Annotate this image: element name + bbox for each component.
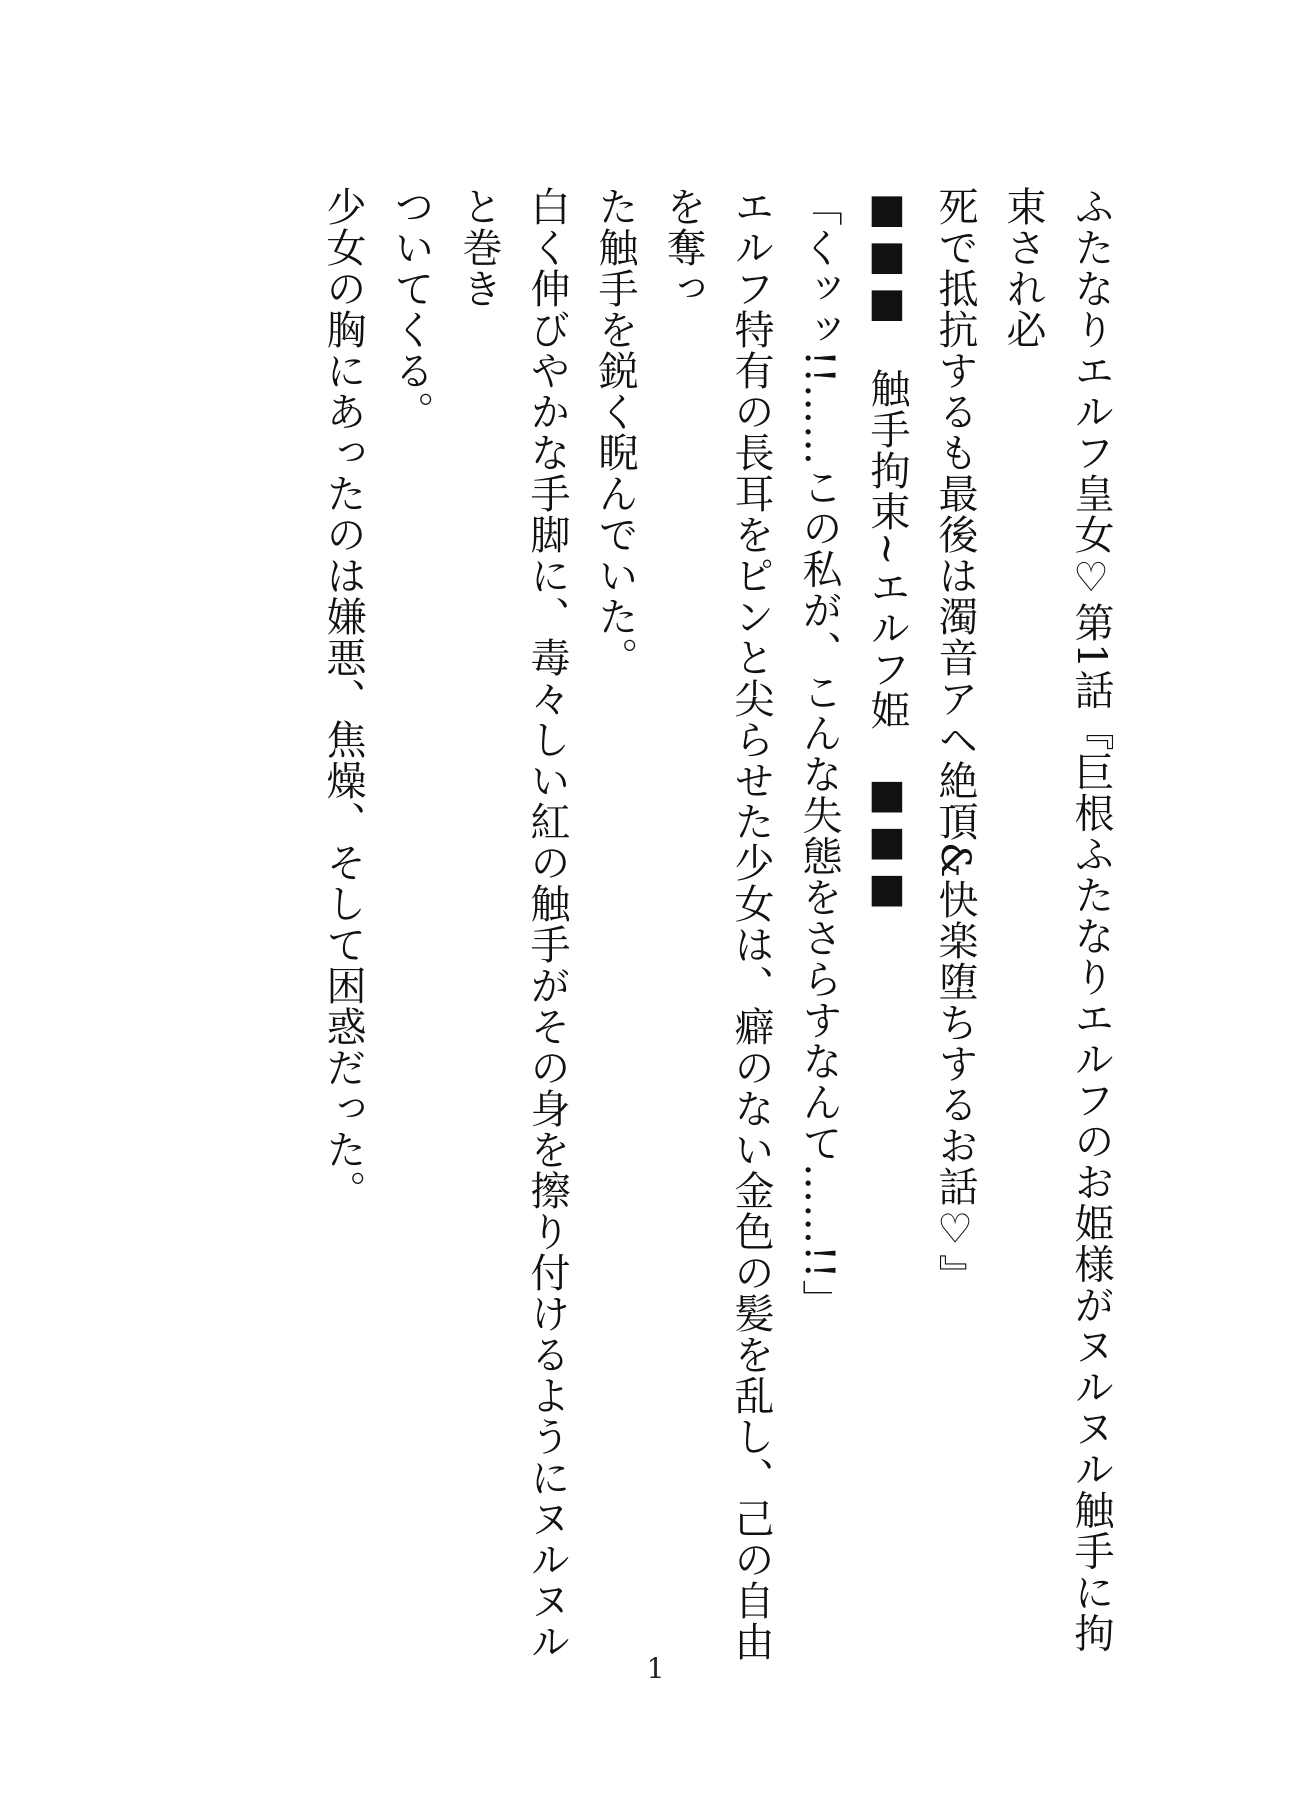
paragraph-1-line-1: エルフ特有の長耳をピンと尖らせた少女は、癖のない金色の髪を乱し、己の自由を奪っ: [660, 186, 774, 1662]
paragraph-3-line-1: 少女の胸にあったのは嫌悪、焦燥、そして困惑だった。: [320, 186, 366, 1211]
paragraph-1-line-2: た触手を鋭く睨んでいた。: [592, 186, 638, 678]
title-line-2: 死で抵抗するも最後は濁音アヘ絶頂&快楽堕ちするお話♡』: [932, 186, 978, 1295]
title-line-1: ふたなりエルフ皇女♡第1話『巨根ふたなりエルフのお姫様がヌルヌル触手に拘束され必: [1000, 186, 1114, 1654]
section-heading: ■■■ 触手拘束~エルフ姫 ■■■: [864, 186, 910, 913]
vertical-text-body: [309, 186, 1125, 1666]
dialogue-line: 「くッッ!!……この私が、こんな失態をさらすなんて……!!」: [796, 186, 842, 1321]
page-number: 1: [646, 1652, 665, 1685]
paragraph-2-line-2: ついてくる。: [388, 186, 434, 432]
paragraph-2-line-1: 白く伸びやかな手脚に、毒々しい紅の触手がその身を擦り付けるようにヌルヌルと巻き: [456, 186, 570, 1662]
